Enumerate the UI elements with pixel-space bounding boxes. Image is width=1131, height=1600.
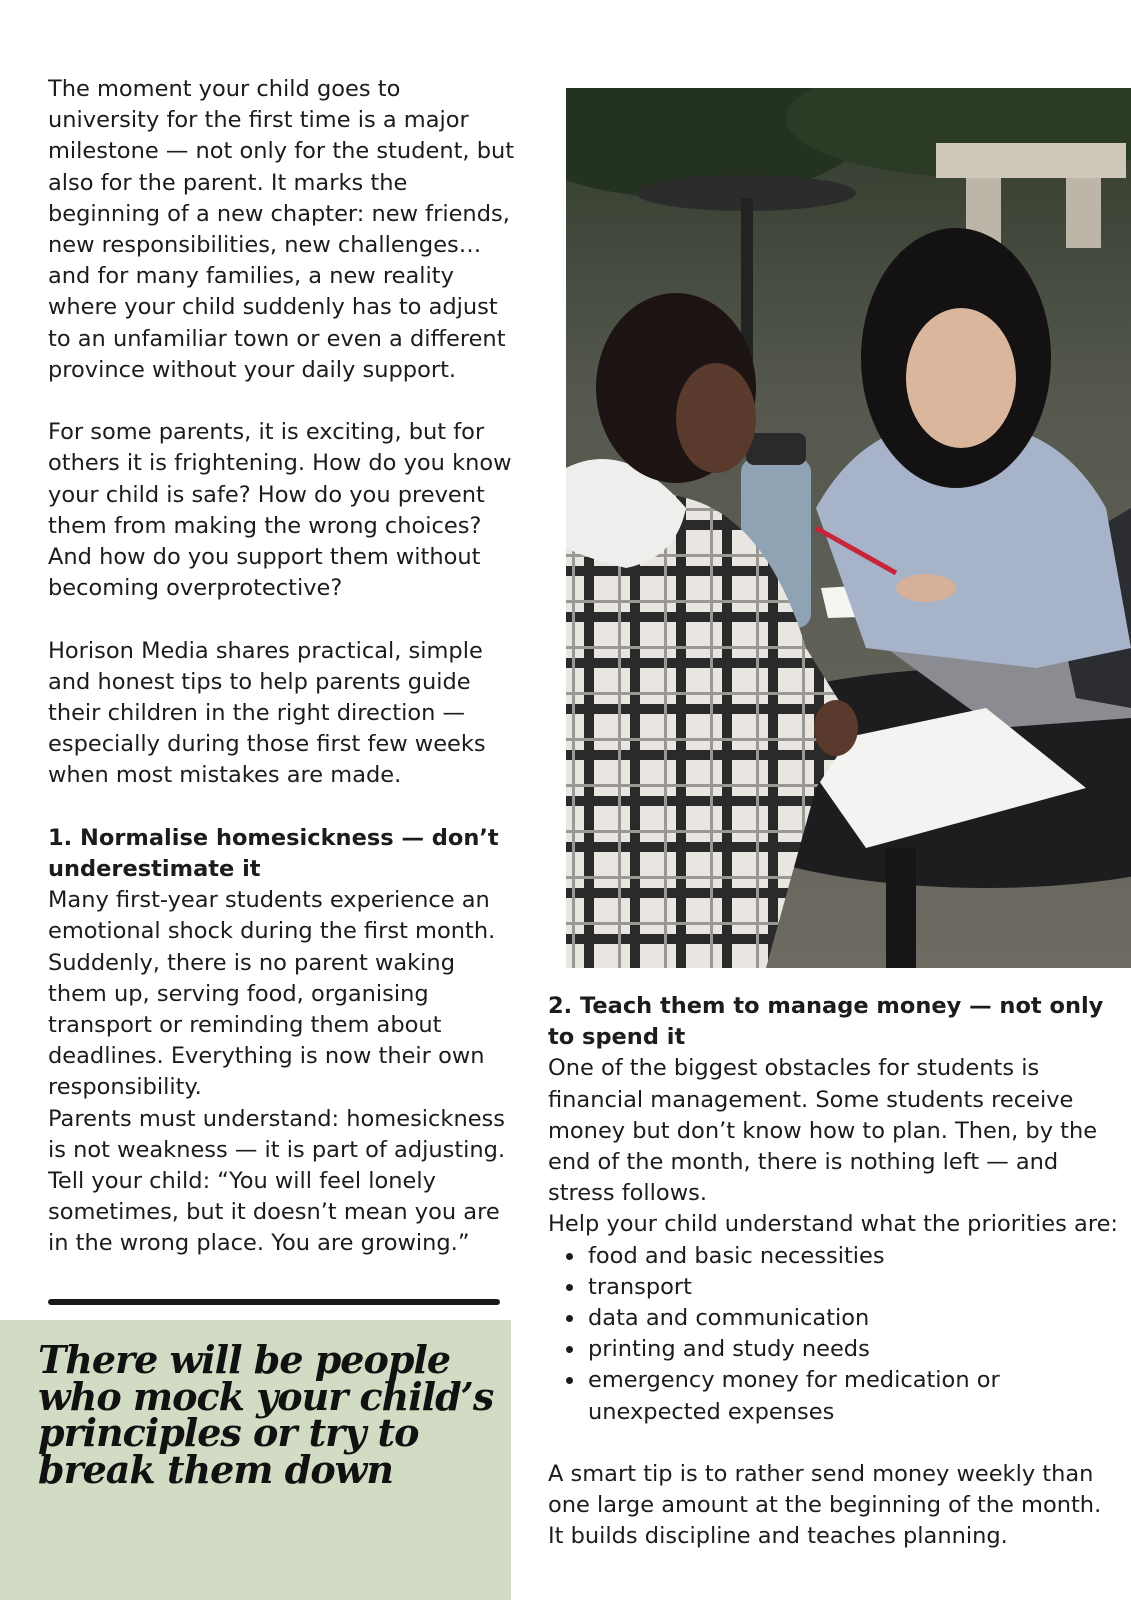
right-column: [548, 991, 1118, 1553]
intro-paragraph-2: For some parents, it is exciting, but for others it is frightening. How do you know your child is safe? How do you prevent them from making the wrong choices? And how do you support them without becoming overprotective?: [48, 419, 512, 602]
list-item: • transport: [586, 1272, 1118, 1303]
divider-rule: [48, 1299, 500, 1305]
list-item: • printing and study needs: [586, 1334, 1118, 1365]
left-column: [48, 74, 518, 1260]
section-1-body-2: Parents must understand: homesickness is not weakness — it is part of adjusting. Tell your child: “You will feel lonely sometimes, but it doesn’t mean you are in the wrong place. You are growing.”: [48, 1105, 506, 1257]
list-item: • food and basic necessities: [586, 1241, 1118, 1272]
pull-quote-box: [0, 1320, 511, 1600]
pull-quote: There will be people who mock your child’s principles or try to break them down: [38, 1337, 494, 1492]
priorities-list: [548, 1241, 1118, 1428]
section-2-body-2: Help your child understand what the priorities are:: [548, 1211, 1118, 1238]
section-1-body-1: Many first-year students experience an emotional shock during the first month. Suddenly, there is no parent waking them up, serving food, organising transport or reminding them about deadlines. Everything is now their own responsibility.: [48, 887, 496, 1101]
section-2-tip: A smart tip is to rather send money weekly than one large amount at the beginning of the month. It builds discipline and teaches planning.: [548, 1461, 1102, 1550]
intro-paragraph-3: Horison Media shares practical, simple and honest tips to help parents guide their children in the right direction — especially during those first few weeks when most mistakes are made.: [48, 637, 486, 789]
intro-paragraph-1: The moment your child goes to university for the first time is a major milestone — not only for the student, but also for the parent. It marks the beginning of a new chapter: new friends, new responsibilities, new challenges… and for many families, a new reality where your child suddenly has to adjust to an unfamiliar town or even a different province without your daily support.: [48, 76, 515, 383]
section-2-heading: 2. Teach them to manage money — not only to spend it: [548, 993, 1104, 1051]
section-1-heading: 1. Normalise homesickness — don’t underestimate it: [48, 824, 499, 883]
students-studying-photo: [566, 88, 1131, 968]
list-item: • data and communication: [586, 1303, 1118, 1334]
list-item: • emergency money for medication or unexpected expenses: [586, 1365, 1118, 1427]
photo-illustration: [566, 88, 1131, 968]
section-2-body-1: One of the biggest obstacles for students is financial management. Some students receive money but don’t know how to plan. Then, by the end of the month, there is nothing left — and stress follows.: [548, 1055, 1098, 1207]
